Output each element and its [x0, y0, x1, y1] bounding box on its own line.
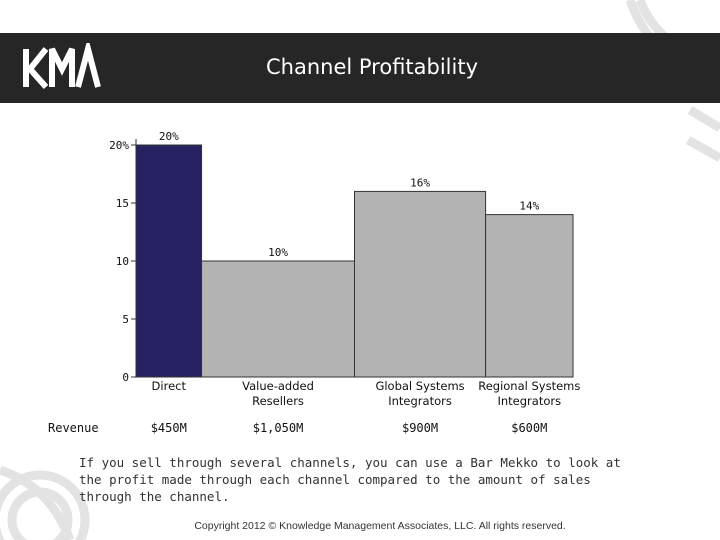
x-category-label: Direct	[151, 379, 186, 393]
revenue-value: $900M	[401, 421, 439, 435]
revenue-row-label: Revenue	[48, 421, 99, 435]
bar-value-label: 14%	[519, 199, 540, 213]
page-title: Channel Profitability	[265, 55, 479, 79]
bar-4	[486, 215, 573, 377]
x-category-label: Regional Systems Integrators	[478, 379, 581, 408]
x-axis-labels	[152, 379, 581, 408]
x-category-label: Value-added Resellers	[242, 379, 314, 408]
revenue-value: $1,050M	[252, 421, 304, 435]
y-tick-label: 5	[122, 313, 129, 326]
bars	[136, 145, 573, 377]
caption-text: If you sell through several channels, you can use a Bar Mekko to look at the profit made through each channel compared to the amount of sales through the channel.	[79, 455, 621, 504]
revenue-value: $450M	[150, 421, 187, 435]
revenue-value: $600M	[511, 421, 548, 435]
bar-value-label: 16%	[410, 176, 430, 190]
y-tick-label: 20%	[109, 139, 129, 152]
y-tick-label: 15	[115, 197, 129, 210]
x-category-label: Global Systems Integrators	[375, 379, 465, 408]
y-tick-label: 10	[115, 255, 129, 268]
bar-value-label: 10%	[268, 246, 288, 259]
y-tick-label: 0	[122, 371, 129, 384]
bar-3	[355, 191, 486, 377]
y-axis	[109, 139, 136, 384]
bar-value-label: 20%	[158, 130, 179, 143]
bar-1	[136, 145, 202, 377]
copyright-text: Copyright 2012 © Knowledge Management Associates, LLC. All rights reserved.	[194, 520, 566, 532]
bar-2	[202, 261, 355, 377]
